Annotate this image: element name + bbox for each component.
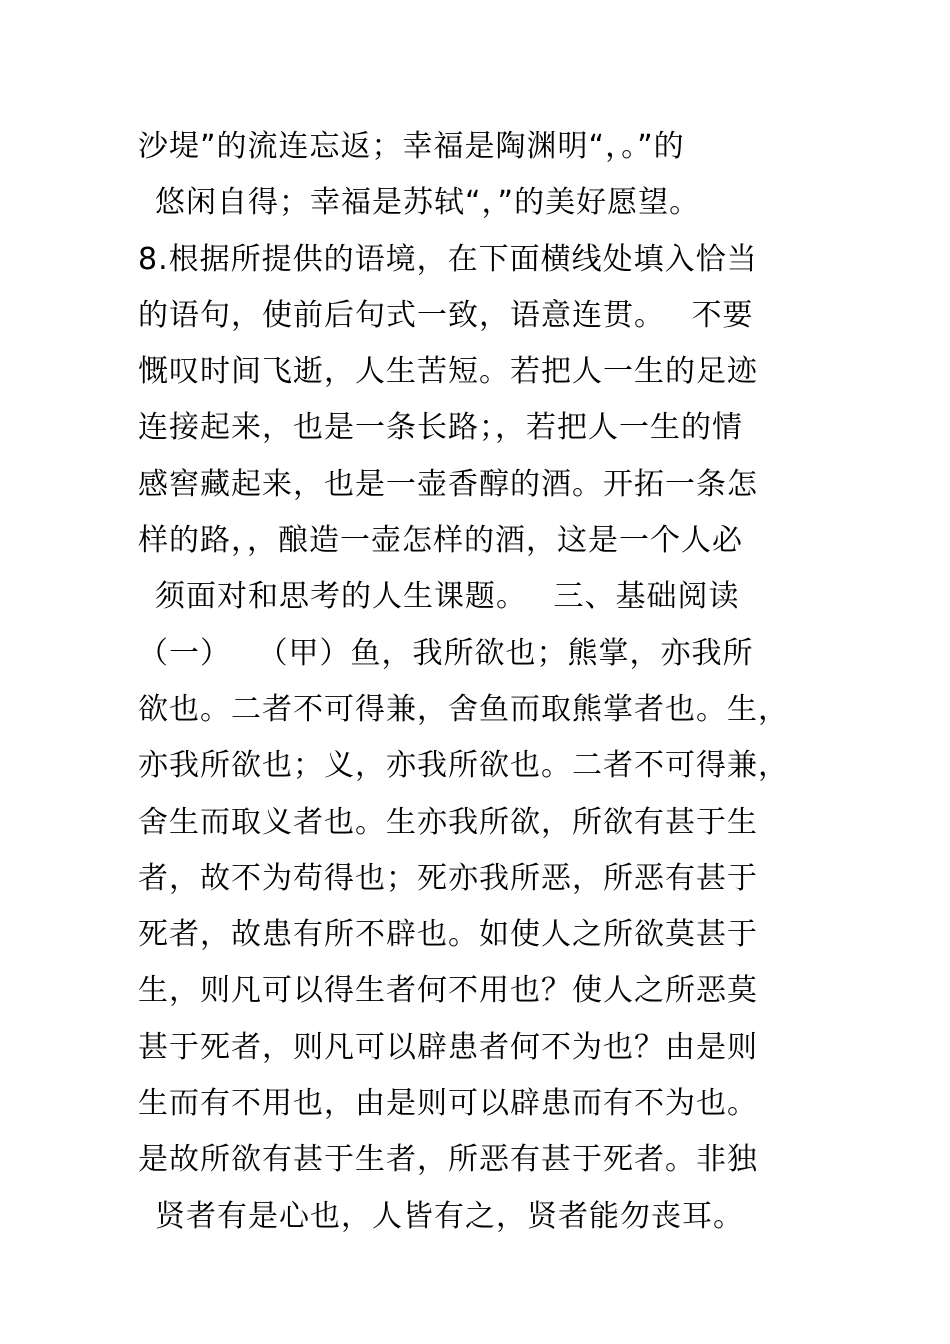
text-line: 生而有不用也，由是则可以辟患而有不为也。 xyxy=(138,1086,758,1122)
text-line: 沙堤”的流连忘返；幸福是陶渊明“，。”的 xyxy=(138,129,685,164)
text-line: 的语句，使前后句式一致，语意连贯。 不要 xyxy=(138,297,754,333)
text-line: 样的路，，酿造一壶怎样的酒，这是一个人必 xyxy=(138,523,743,559)
question-8-line: 8.根据所提供的语境，在下面横线处填入恰当 xyxy=(138,241,758,277)
text-line: 死者，故患有所不辟也。如使人之所欲莫甚于 xyxy=(138,917,758,953)
text-line: 连接起来，也是一条长路；，若把人一生的情 xyxy=(138,410,743,446)
text-line: 慨叹时间飞逝，人生苦短。若把人一生的足迹 xyxy=(138,354,758,390)
text-line: 贤者有是心也，人皆有之，贤者能勿丧耳。 xyxy=(155,1198,744,1234)
text-line: 悠闲自得；幸福是苏轼“，”的美好愿望。 xyxy=(155,185,701,221)
passage-heading-line: （一） （甲）鱼，我所欲也；熊掌，亦我所 xyxy=(138,635,754,671)
text-line: 甚于死者，则凡可以辟患者何不为也？由是则 xyxy=(138,1029,758,1065)
text-line: 是故所欲有甚于生者，所恶有甚于死者。非独 xyxy=(138,1142,758,1178)
body-text xyxy=(138,119,828,1245)
text-line: 感窖藏起来，也是一壶香醇的酒。开拓一条怎 xyxy=(138,466,758,502)
section-heading-line: 须面对和思考的人生课题。 三、基础阅读 xyxy=(155,579,740,615)
text-line: 者，故不为苟得也；死亦我所恶，所恶有甚于 xyxy=(138,860,758,896)
text-line: 生，则凡可以得生者何不用也？使人之所恶莫 xyxy=(138,973,758,1009)
text-line: 亦我所欲也；义，亦我所欲也。二者不可得兼， xyxy=(138,748,789,784)
text-line: 欲也。二者不可得兼，舍鱼而取熊掌者也。生， xyxy=(138,691,789,727)
text-line: 舍生而取义者也。生亦我所欲，所欲有甚于生 xyxy=(138,804,758,840)
